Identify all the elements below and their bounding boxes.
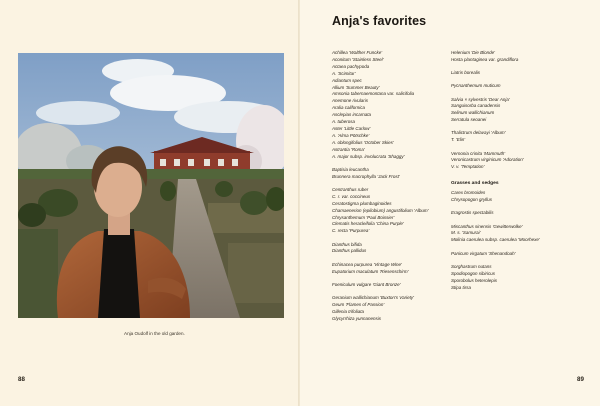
plant-item: Liatris borealis [451, 70, 481, 76]
plant-item: Eupatorium maculatum 'Riesenschirm' [332, 268, 409, 274]
plant-item: Geranium wallichianum 'Buxton's Variety' [332, 294, 414, 300]
plant-item: Chrysopogon gryllus [451, 197, 493, 203]
plant-item: Sporobolus heterolepis [451, 277, 498, 283]
plant-group-t [451, 130, 576, 144]
plant-list-column-2 [451, 50, 576, 298]
plant-item: Chamaenerion (epilobium) angustifolium 'Album' [332, 207, 429, 213]
plant-item: Vernonia crinita 'Mammuth' [451, 150, 506, 156]
plant-item: T. 'Elin' [451, 137, 466, 143]
photo-caption: Anja Oudolf in the old garden. [124, 331, 185, 336]
plant-item: Clematis heracleifolia 'China Purple' [332, 221, 404, 227]
plant-item: Actaea pachypoda [332, 63, 370, 69]
plant-item: Stipa tirsa [451, 284, 472, 290]
plant-item: M. s. 'Samurai' [451, 230, 481, 236]
garden-photo [18, 53, 284, 318]
plant-group-g [332, 295, 457, 323]
plant-item: A. oblongifolius 'October Skies' [332, 139, 394, 145]
page-number-right: 89 [577, 376, 584, 383]
plant-item: Serratula seoanei [451, 117, 487, 123]
plant-item: Eragrostis spectabilis [451, 210, 494, 216]
plant-item: A. 'Alma Pötschke' [332, 132, 370, 138]
plant-item: Dianthus pallidus [332, 248, 367, 254]
plant-group-b [332, 167, 457, 181]
plant-item: Gillenia trifoliata [332, 308, 365, 314]
garden-photo-illustration [18, 53, 284, 318]
plant-group-d [332, 242, 457, 256]
plant-item: Astrantia 'Roma' [332, 146, 365, 152]
plant-item: Salvia × sylvestris 'Dear Anja' [451, 96, 510, 102]
plant-item: Foeniculum vulgare 'Giant Bronze' [332, 281, 401, 287]
plant-item: Aralia californica [332, 105, 366, 111]
plant-item: Adiantum spec [332, 77, 362, 83]
plant-item: Pycnanthemum muticum [451, 83, 501, 89]
page-number-left: 88 [18, 376, 25, 383]
plant-item: C. r. var. coccineus [332, 193, 371, 199]
plant-item: Geum 'Flames of Passion' [332, 301, 385, 307]
plant-item: A. 'Scimitar' [332, 70, 356, 76]
plant-item: Thalictrum delavayi 'Album' [451, 130, 506, 136]
plant-item: Molinia caerulea subsp. caerulea 'Moorhexe' [451, 237, 540, 243]
plant-item: Hosta plantaginea var. grandiflora [451, 56, 519, 62]
plant-item: Echinacea purpurea 'Vintage Wine' [332, 261, 402, 267]
right-page [300, 0, 600, 406]
plant-group-l [451, 70, 576, 77]
plant-item: Allium 'Summer Beauty' [332, 84, 380, 90]
plant-item: Dianthus bifida [332, 241, 362, 247]
plant-item: Selinum wallichianum [451, 110, 495, 116]
plant-item: Brunnera macrophylla 'Jack Frost' [332, 173, 400, 179]
plant-item: Asclepias incarnata [332, 112, 372, 118]
plant-group-f [332, 282, 457, 289]
grass-group-e [451, 210, 576, 217]
plant-group-c [332, 187, 457, 235]
plant-group-a [332, 50, 457, 161]
plant-item: Carex bromoides [451, 190, 486, 196]
plant-item: Aconitum 'Stainless Steel' [332, 56, 384, 62]
plant-group-s [451, 97, 576, 125]
plant-group-h [451, 50, 576, 64]
grass-group-s [451, 264, 576, 292]
plant-item: Ceratostigma plumbaginoides [332, 200, 392, 206]
plant-item: Amsonia tabernaemontana var. salicifolia [332, 91, 415, 97]
plant-item: Sanguisorba canadensis [451, 103, 501, 109]
plant-item: Sorghastrum nutans [451, 263, 492, 269]
plant-item: Anemone rivularis [332, 98, 369, 104]
plant-group-v [451, 151, 576, 172]
grass-group-c [451, 190, 576, 204]
plant-item: Achillea 'Walther Funcke' [332, 50, 383, 55]
grass-group-p [451, 251, 576, 258]
page-title: Anja's favorites [332, 14, 427, 28]
plant-item: Helenium 'Die Blonde' [451, 50, 495, 55]
plant-item: A. tuberosa [332, 119, 356, 125]
plant-group-p [451, 83, 576, 90]
plant-item: Miscanthus sinensis 'Gewitterwolke' [451, 223, 523, 229]
plant-item: Aster 'Little Carlow' [332, 125, 371, 131]
plant-item: Veronicastrum virginicum 'Adoration' [451, 157, 524, 163]
plant-item: Panicum virgatum 'Shenandoah' [451, 250, 516, 256]
plant-item: Chrysanthemum 'Paul Boissier' [332, 214, 395, 220]
grasses-heading: Grasses and sedges [451, 181, 499, 187]
left-page [0, 0, 299, 406]
plant-item: A. major subsp. involucrata 'Shaggy' [332, 153, 405, 159]
plant-list-column-1 [332, 50, 457, 329]
grass-group-m [451, 224, 576, 245]
plant-group-e [332, 262, 457, 276]
plant-item: Centranthus ruber [332, 186, 369, 192]
plant-item: Spodiopogon sibiricus [451, 270, 496, 276]
plant-item: Glycyrrhiza yunnanensis [332, 315, 382, 321]
plant-item: V. v. 'Temptation' [451, 164, 485, 170]
plant-item: C. recta 'Purpurea' [332, 228, 370, 234]
plant-item: Baptisia leucantha [332, 166, 369, 172]
